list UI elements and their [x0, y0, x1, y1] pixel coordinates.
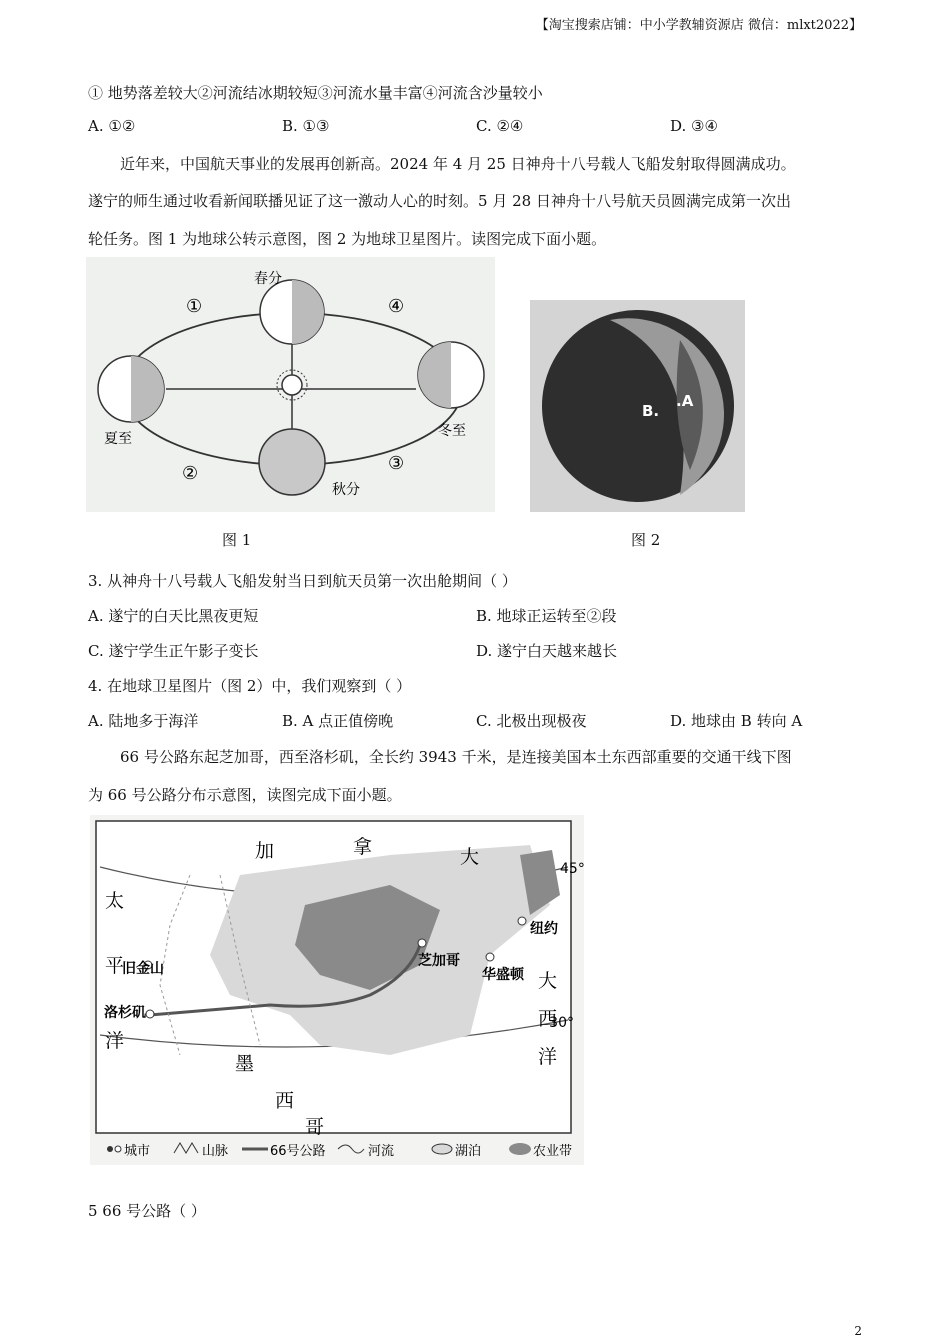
figure-1-caption: 图 1 — [222, 531, 252, 549]
intro1-line1: 近年来，中国航天事业的发展再创新高。2024 年 4 月 25 日神舟十八号载人飞船发射取得圆满成功。 — [120, 155, 796, 173]
label-pacific-1: 太 — [105, 890, 125, 912]
label-washington: 华盛顿 — [482, 967, 524, 983]
figure-1-earth-revolution — [86, 257, 495, 512]
label-los-angeles: 洛杉矶 — [104, 1005, 146, 1021]
label-spring: 春分 — [254, 271, 282, 287]
label-autumn: 秋分 — [332, 482, 360, 498]
label-chicago: 芝加哥 — [418, 953, 460, 969]
earth-autumn — [259, 429, 325, 495]
label-summer: 夏至 — [104, 431, 132, 447]
q3-stem: 3. 从神舟十八号载人飞船发射当日到航天员第一次出舱期间（ ） — [88, 572, 517, 590]
label-pacific-3: 洋 — [105, 1030, 125, 1052]
label-mexico-1: 墨 — [235, 1053, 255, 1075]
q4-stem: 4. 在地球卫星图片（图 2）中，我们观察到（ ） — [88, 677, 412, 695]
label-atlantic-3: 洋 — [538, 1046, 558, 1068]
label-segment-4: ④ — [388, 296, 405, 317]
q2-option-d: D. ③④ — [670, 117, 718, 135]
earth-summer — [98, 356, 164, 422]
intro1-line2: 遂宁的师生通过收看新闻联播见证了这一激动人心的时刻。5 月 28 日神舟十八号航天员圆满完成第一次出 — [88, 192, 791, 210]
figure-3-route66-map — [90, 815, 584, 1165]
q3-option-b: B. 地球正运转至②段 — [476, 607, 617, 625]
figure-2-earth-satellite — [530, 300, 745, 512]
legend-lake: 湖泊 — [455, 1144, 482, 1159]
page-number: 2 — [854, 1324, 862, 1338]
q2-option-b: B. ①③ — [282, 117, 330, 135]
legend-route66: 66号公路 — [270, 1144, 326, 1159]
label-pacific-2: 平 — [105, 955, 125, 977]
legend-river: 河流 — [368, 1144, 395, 1159]
label-san-francisco: 旧金山 — [122, 961, 164, 977]
q4-option-c: C. 北极出现极夜 — [476, 712, 587, 730]
q3-option-c: C. 遂宁学生正午影子变长 — [88, 642, 259, 660]
legend-agricultural-belt: 农业带 — [533, 1144, 573, 1159]
label-winter: 冬至 — [438, 423, 466, 439]
intro2-line1: 66 号公路东起芝加哥，西至洛杉矶，全长约 3943 千米，是连接美国本土东西部重要的交通干线下图 — [120, 748, 792, 766]
q2-option-a: A. ①② — [88, 117, 136, 135]
legend-mountain: 山脉 — [202, 1144, 229, 1159]
sun-icon — [277, 370, 307, 400]
legend-city: 城市 — [124, 1144, 151, 1159]
q4-option-b: B. A 点正值傍晚 — [282, 712, 394, 730]
label-b: B. — [642, 402, 660, 420]
label-mexico-3: 哥 — [305, 1116, 325, 1138]
label-new-york: 纽约 — [530, 921, 558, 937]
q3-option-a: A. 遂宁的白天比黑夜更短 — [88, 607, 259, 625]
q2-statements: ① 地势落差较大②河流结冰期较短③河流水量丰富④河流含沙量较小 — [88, 84, 543, 102]
q3-option-d: D. 遂宁白天越来越长 — [476, 642, 618, 660]
map-legend — [107, 1143, 572, 1159]
label-lat-45: 45° — [560, 861, 584, 877]
intro1-line3: 轮任务。图 1 为地球公转示意图，图 2 为地球卫星图片。读图完成下面小题。 — [88, 230, 607, 248]
label-canada-2: 拿 — [353, 836, 373, 858]
intro2-line2: 为 66 号公路分布示意图，读图完成下面小题。 — [88, 786, 402, 804]
earth-winter — [418, 342, 484, 408]
label-segment-3: ③ — [388, 453, 405, 474]
label-lat-30: 30° — [549, 1015, 574, 1031]
label-segment-1: ① — [186, 296, 203, 317]
page-header: 【淘宝搜索店铺：中小学教辅资源店 微信：mlxt2022】 — [535, 18, 862, 33]
label-a: .A — [676, 392, 694, 410]
label-mexico-2: 西 — [275, 1090, 295, 1112]
earth-spring — [260, 280, 324, 344]
label-atlantic-2: 西 — [538, 1008, 558, 1030]
q4-option-a: A. 陆地多于海洋 — [88, 712, 199, 730]
label-segment-2: ② — [182, 463, 199, 484]
q4-option-d: D. 地球由 B 转向 A — [670, 712, 803, 730]
figure-2-caption: 图 2 — [631, 531, 661, 549]
label-canada-1: 加 — [255, 840, 275, 862]
label-canada-3: 大 — [460, 846, 480, 868]
label-atlantic-1: 大 — [538, 970, 558, 992]
q2-option-c: C. ②④ — [476, 117, 524, 135]
q5-stem: 5 66 号公路（ ） — [88, 1202, 206, 1220]
